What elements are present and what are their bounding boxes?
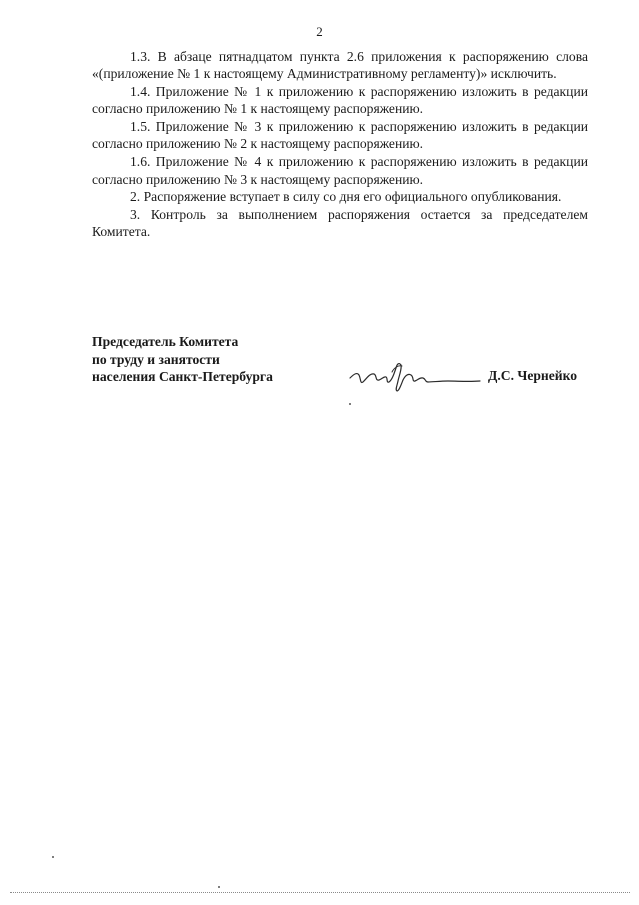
signatory-title-line-1: Председатель Комитета	[92, 334, 239, 349]
paragraph-1-6: 1.6. Приложение № 4 к приложению к распоряжению изложить в редакции согласно приложению № 3 к настоящему распоряжению.	[92, 154, 588, 187]
paragraph-1-4: 1.4. Приложение № 1 к приложению к распоряжению изложить в редакции согласно приложению № 1 к настоящему распоряжению.	[92, 84, 588, 117]
paragraph-3: 3. Контроль за выполнением распоряжения остается за председателем Комитета.	[92, 207, 588, 240]
signatory-title-line-2: по труду и занятости	[92, 351, 220, 367]
scan-speck	[349, 403, 351, 405]
signatory-title-line-3: населения Санкт-Петербурга	[92, 369, 273, 384]
paragraph-1-3: 1.3. В абзаце пятнадцатом пункта 2.6 приложения к распоряжению слова «(приложение № 1 к настоящему Административному регламенту)» исключить.	[92, 49, 588, 82]
page-number: 2	[316, 24, 323, 39]
handwritten-signature	[348, 356, 483, 396]
paragraph-1-5: 1.5. Приложение № 3 к приложению к распоряжению изложить в редакции согласно приложению № 2 к настоящему распоряжению.	[92, 119, 588, 152]
paragraph-2: 2. Распоряжение вступает в силу со дня его официального опубликования.	[130, 189, 562, 205]
scan-speck	[218, 886, 220, 888]
signer-name: Д.С. Чернейко	[488, 368, 578, 383]
scan-edge-line	[10, 892, 630, 893]
document-body	[92, 48, 588, 241]
signatory-title	[92, 333, 273, 386]
scan-speck	[52, 856, 54, 858]
